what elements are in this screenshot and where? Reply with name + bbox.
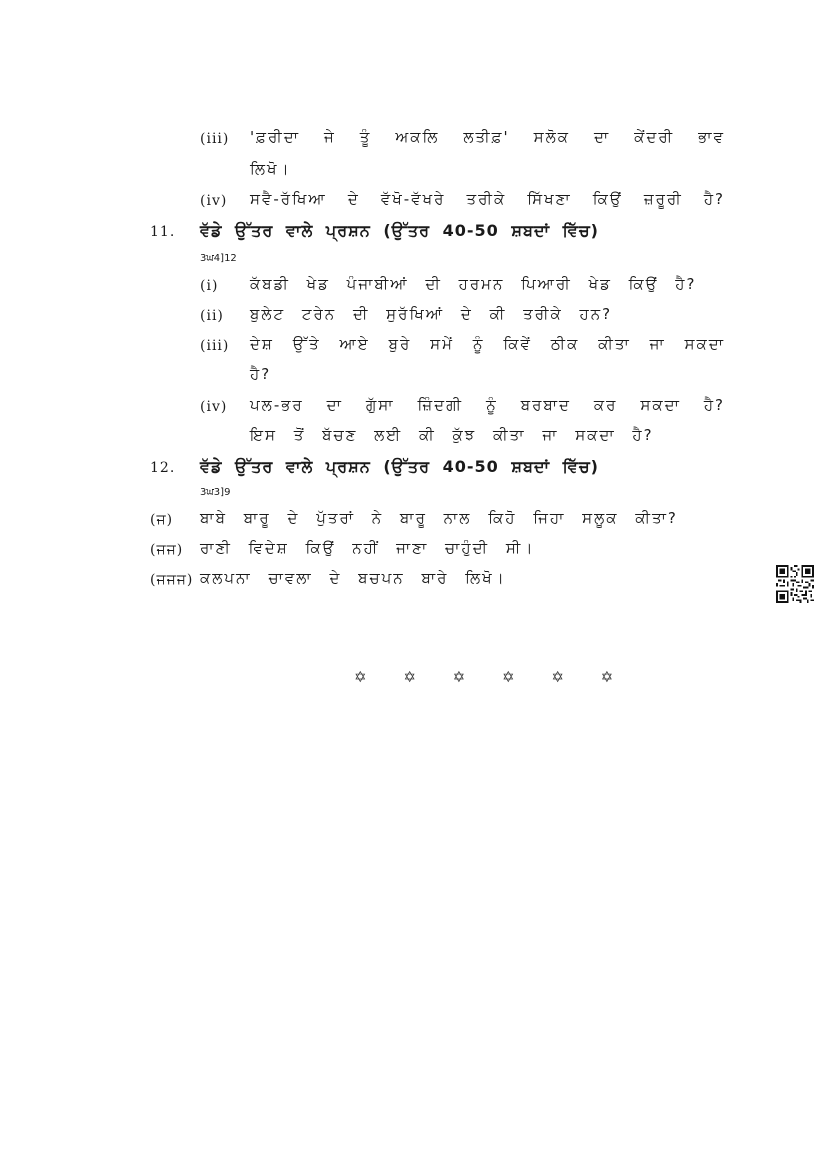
question-text: ਦੇਸ਼ ਉੱਤੇ ਆਏ ਬੁਰੇ ਸਮੇਂ ਨੂੰ ਕਿਵੇਂ ਠੀਕ ਕੀਤਾ ਜਾ ਸਕਦਾ [250,335,725,353]
question-number: (iv) [200,399,228,415]
end-of-paper-stars: ✡ ✡ ✡ ✡ ✡ ✡ [354,668,630,686]
question-number: (iv) [200,193,228,209]
section-marks: 3ਘ4]12 [200,253,237,264]
section-number: 12. [150,460,176,476]
question-text: ਬਾਬੇ ਬਾਰੂ ਦੇ ਪੁੱਤਰਾਂ ਨੇ ਬਾਰੂ ਨਾਲ ਕਿਹੋ ਜਿਹਾ ਸਲੂਕ ਕੀਤਾ? [200,509,678,527]
question-text: ਰਾਣੀ ਵਿਦੇਸ਼ ਕਿਉਂ ਨਹੀਂ ਜਾਣਾ ਚਾਹੁੰਦੀ ਸੀ। [200,539,535,557]
section-number: 11. [150,224,176,240]
question-text: ਕੱਬਡੀ ਖੇਡ ਪੰਜਾਬੀਆਂ ਦੀ ਹਰਮਨ ਪਿਆਰੀ ਖੇਡ ਕਿਉਂ ਹੈ? [250,275,697,293]
question-number: (ਜਜ) [150,542,184,558]
question-number: (ਜ) [150,512,174,528]
question-number: (i) [200,278,219,294]
question-text: 'ਫ਼ਰੀਦਾ ਜੇ ਤੂੰ ਅਕਲਿ ਲਤੀਫ਼' ਸਲੋਕ ਦਾ ਕੇਂਦਰੀ ਭਾਵ [250,128,725,146]
question-number: (ਜਜਜ) [150,572,194,588]
section-marks: 3ਘ3]9 [200,487,231,498]
question-text: ਕਲਪਨਾ ਚਾਵਲਾ ਦੇ ਬਚਪਨ ਬਾਰੇ ਲਿਖੋ। [200,569,506,587]
question-text-continued: ਲਿਖੋ। [250,160,291,178]
question-text-continued: ਇਸ ਤੋਂ ਬੱਚਣ ਲਈ ਕੀ ਕੁੱਝ ਕੀਤਾ ਜਾ ਸਕਦਾ ਹੈ? [250,426,654,444]
section-heading: ਵੱਡੇ ਉੱਤਰ ਵਾਲੇ ਪ੍ਰਸ਼ਨ (ਉੱਤਰ 40-50 ਸ਼ਬਦਾਂ ਵਿੱਚ) [200,221,599,240]
question-number: (ii) [200,308,224,324]
section-heading: ਵੱਡੇ ਉੱਤਰ ਵਾਲੇ ਪ੍ਰਸ਼ਨ (ਉੱਤਰ 40-50 ਸ਼ਬਦਾਂ ਵਿੱਚ) [200,457,599,476]
question-text: ਸਵੈ-ਰੱਖਿਆ ਦੇ ਵੱਖੋ-ਵੱਖਰੇ ਤਰੀਕੇ ਸਿੱਖਣਾ ਕਿਉਂ ਜ਼ਰੂਰੀ ਹੈ? [250,190,725,208]
question-number: (iii) [200,338,230,354]
question-text: ਪਲ-ਭਰ ਦਾ ਗੁੱਸਾ ਜ਼ਿੰਦਗੀ ਨੂੰ ਬਰਬਾਦ ਕਰ ਸਕਦਾ ਹੈ? [250,396,725,414]
question-text-continued: ਹੈ? [250,365,272,383]
question-number: (iii) [200,131,230,147]
question-text: ਬੁਲੇਟ ਟਰੇਨ ਦੀ ਸੁਰੱਖਿਆਂ ਦੇ ਕੀ ਤਰੀਕੇ ਹਨ? [250,305,613,323]
qr-code-icon [776,565,814,603]
